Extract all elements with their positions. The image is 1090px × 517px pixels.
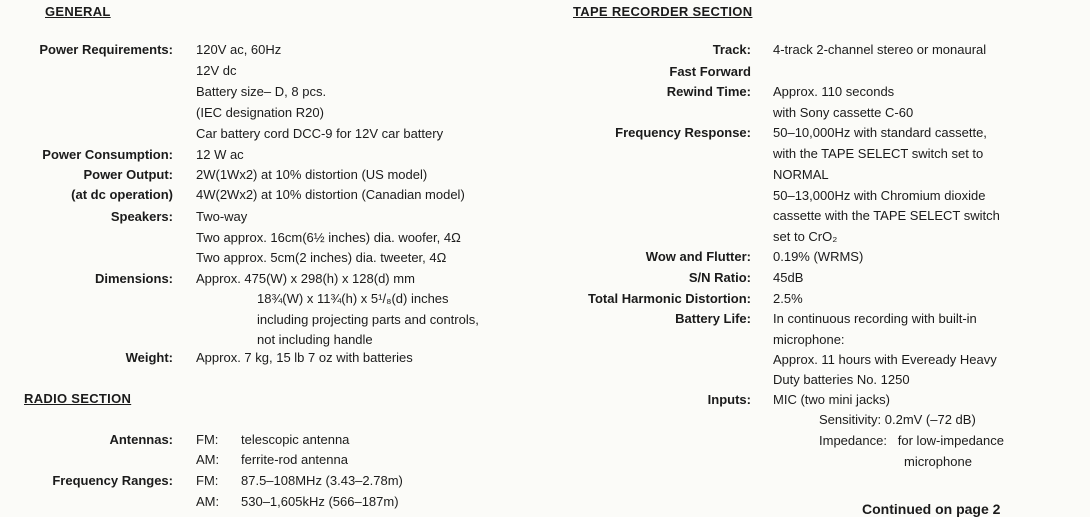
spec-row [0, 471, 1090, 491]
spec-value: 45dB [773, 270, 804, 285]
inputs-detail-line: microphone [904, 454, 972, 469]
spec-row [0, 165, 1090, 185]
spec-row [0, 289, 1090, 309]
spec-label: Fast Forward [669, 64, 751, 79]
spec-row [0, 227, 1090, 247]
spec-value: 18¾(W) x 11¾(h) x 5¹/₈(d) inches [257, 291, 449, 306]
spec-value: cassette with the TAPE SELECT switch [773, 208, 1000, 223]
band-label: FM: [196, 432, 219, 447]
spec-label: Dimensions: [94, 271, 173, 286]
spec-row [0, 350, 1090, 370]
spec-label: Track: [712, 42, 751, 57]
spec-value: 2W(1Wx2) at 10% distortion (US model) [196, 167, 428, 182]
spec-value: Approx. 7 kg, 15 lb 7 oz with batteries [196, 350, 413, 365]
spec-value: including projecting parts and controls, [257, 312, 479, 327]
spec-value: Approx. 475(W) x 298(h) x 128(d) mm [196, 271, 415, 286]
spec-label: Rewind Time: [666, 84, 751, 99]
spec-row [0, 330, 1090, 350]
radio-section-heading: RADIO SECTION [24, 391, 132, 406]
spec-value: In continuous recording with built-in [773, 311, 977, 326]
general-heading: GENERAL [45, 4, 111, 19]
spec-row [0, 123, 1090, 143]
spec-label: (at dc operation) [71, 187, 173, 202]
spec-value: set to CrO₂ [773, 229, 838, 244]
band-label: AM: [196, 494, 220, 509]
band-label: AM: [196, 452, 220, 467]
tape-recorder-heading: TAPE RECORDER SECTION [573, 4, 753, 19]
spec-row [0, 62, 1090, 82]
spec-row [0, 206, 1090, 226]
spec-value: telescopic antenna [241, 432, 350, 447]
spec-value: Duty batteries No. 1250 [773, 372, 910, 387]
spec-row [0, 370, 1090, 390]
spec-value: Approx. 110 seconds [773, 84, 895, 99]
spec-value: not including handle [257, 332, 373, 347]
spec-value: Two approx. 5cm(2 inches) dia. tweeter, 4Ω [196, 250, 447, 265]
spec-label: Power Output: [83, 167, 173, 182]
spec-value: 50–10,000Hz with standard cassette, [773, 125, 987, 140]
spec-label: Frequency Ranges: [52, 473, 173, 488]
spec-value: Car battery cord DCC-9 for 12V car battery [196, 126, 444, 141]
spec-value: 87.5–108MHz (3.43–2.78m) [241, 473, 403, 488]
spec-value: with Sony cassette C-60 [773, 105, 914, 120]
spec-label: Antennas: [109, 432, 173, 447]
spec-value: Battery size– D, 8 pcs. [196, 84, 327, 99]
spec-value: 4-track 2-channel stereo or monaural [773, 42, 987, 57]
spec-value: with the TAPE SELECT switch set to [773, 146, 984, 161]
spec-value: ferrite-rod antenna [241, 452, 348, 467]
spec-row [0, 390, 1090, 410]
spec-value: 120V ac, 60Hz [196, 42, 282, 57]
spec-value: MIC (two mini jacks) [773, 392, 891, 407]
spec-value: 12V dc [196, 63, 237, 78]
spec-label: Battery Life: [675, 311, 751, 326]
spec-row [0, 309, 1090, 329]
spec-row [0, 82, 1090, 102]
spec-value: (IEC designation R20) [196, 105, 324, 120]
inputs-detail-line: Sensitivity: 0.2mV (–72 dB) [819, 412, 976, 427]
continued-note: Continued on page 2 [862, 501, 1001, 517]
spec-value: Two-way [196, 209, 248, 224]
spec-label: Power Requirements: [39, 42, 173, 57]
spec-label: Total Harmonic Distortion: [588, 291, 751, 306]
spec-label: Power Consumption: [42, 147, 173, 162]
spec-value: 0.19% (WRMS) [773, 249, 864, 264]
spec-value: 12 W ac [196, 147, 244, 162]
spec-value: microphone: [773, 332, 845, 347]
spec-value: 2.5% [773, 291, 803, 306]
spec-label: Inputs: [707, 392, 751, 407]
spec-row [0, 103, 1090, 123]
spec-label: Weight: [125, 350, 173, 365]
spec-value: Two approx. 16cm(6½ inches) dia. woofer, 4Ω [196, 230, 461, 245]
spec-row [0, 268, 1090, 288]
spec-label: Wow and Flutter: [645, 249, 751, 264]
spec-row [0, 247, 1090, 267]
spec-value: 4W(2Wx2) at 10% distortion (Canadian model) [196, 187, 465, 202]
spec-row [0, 186, 1090, 206]
spec-value: Approx. 11 hours with Eveready Heavy [773, 352, 997, 367]
spec-value: 50–13,000Hz with Chromium dioxide [773, 188, 986, 203]
spec-label: Speakers: [110, 209, 173, 224]
spec-label: S/N Ratio: [688, 270, 751, 285]
spec-row [0, 144, 1090, 164]
spec-row [0, 40, 1090, 60]
spec-value: NORMAL [773, 167, 829, 182]
band-label: FM: [196, 473, 219, 488]
spec-value: 530–1,605kHz (566–187m) [241, 494, 399, 509]
inputs-detail-line: Impedance: for low-impedance [819, 433, 1004, 448]
spec-label: Frequency Response: [615, 125, 751, 140]
